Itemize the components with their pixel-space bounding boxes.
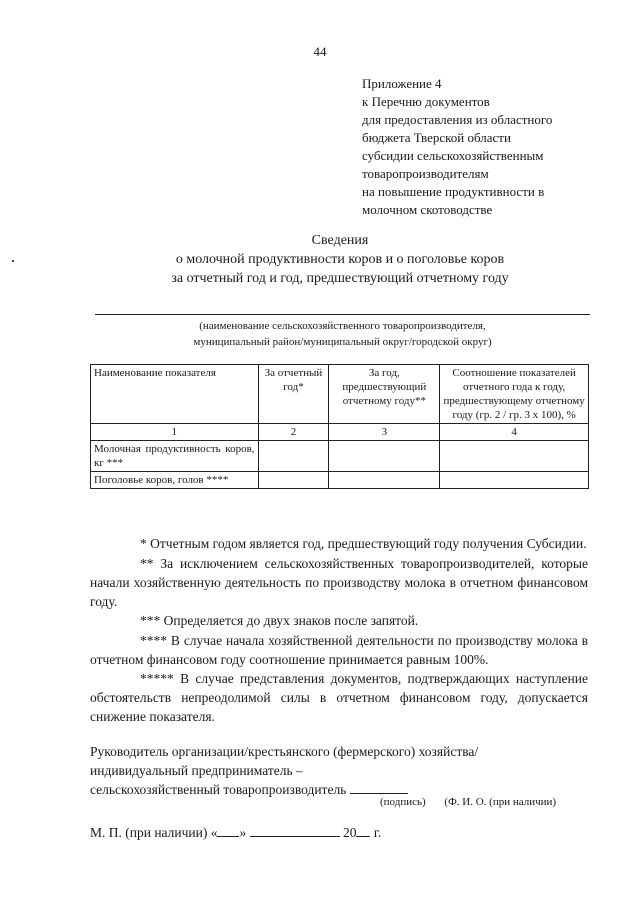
cell-cows-ratio[interactable] (440, 472, 589, 489)
signature-field[interactable] (350, 781, 408, 794)
column-number: 1 (91, 424, 259, 441)
appendix-line: Приложение 4 (362, 76, 442, 91)
title-line-1: о молочной продуктивности коров и о поголовье коров (175, 252, 505, 267)
cell-milk-previous-year[interactable] (329, 441, 440, 472)
cell-milk-reporting-year[interactable] (258, 441, 329, 472)
title-heading: Сведения (311, 233, 369, 248)
footnote-1: * Отчетным годом является год, предшествующий году получения Субсидии. (140, 536, 587, 551)
cell-cows-reporting-year[interactable] (258, 472, 329, 489)
column-number: 4 (440, 424, 589, 441)
column-number-row (91, 424, 589, 441)
footnote-5: ***** В случае представления документов, подтверждающих наступление обстоятельств непреодолимой силы в отчетном финансовом году, допускается снижение показателя. (90, 671, 588, 724)
producer-caption (95, 318, 590, 350)
hint-signature: (подпись) (380, 796, 426, 808)
day-field[interactable] (217, 824, 239, 837)
appendix-line: бюджета Тверской области (362, 130, 511, 145)
year-field[interactable] (356, 824, 370, 837)
signature-line-1: Руководитель организации/крестьянского (фермерского) хозяйства/ (90, 744, 479, 759)
table-header-row (91, 365, 589, 424)
appendix-line: товаропроизводителям (362, 166, 489, 181)
open-quote: « (210, 825, 218, 840)
signature-line-2: индивидуальный предприниматель – (90, 763, 303, 778)
signature-block (90, 742, 590, 799)
appendix-header (362, 75, 632, 219)
table-row (91, 441, 589, 472)
scan-speck (12, 260, 14, 262)
year-prefix: 20 (342, 825, 357, 840)
indicators-table (90, 364, 589, 489)
hint-full-name: (Ф. И. О. (при наличии) (444, 796, 557, 808)
footnote-2: ** За исключением сельскохозяйственных товаропроизводителей, которые начали хозяйственную деятельность по производству молока в отчетном финансовом году. (90, 555, 588, 609)
page-number: 44 (313, 44, 327, 59)
appendix-line: для предоставления из областного (362, 112, 553, 127)
appendix-line: субсидии сельскохозяйственным (362, 148, 544, 163)
footnote-3: *** Определяется до двух знаков после запятой. (140, 613, 419, 628)
header-indicator-name: Наименование показателя (91, 365, 259, 424)
appendix-line: на повышение продуктивности в (362, 184, 545, 199)
appendix-line: к Перечню документов (362, 94, 490, 109)
header-reporting-year: За отчетный год* (258, 365, 329, 424)
column-number: 3 (329, 424, 440, 441)
producer-caption-line-1: (наименование сельскохозяйственного товаропроизводителя, (199, 320, 486, 332)
footnote-4: **** В случае начала хозяйственной деятельности по производству молока в отчетном финансовом году соотношение принимается равным 100%. (90, 632, 588, 667)
month-field[interactable] (250, 824, 340, 837)
header-ratio: Соотношение показателей отчетного года к году, предшествующему отчетному году (гр. 2 / гр. 3 х 100), % (440, 365, 589, 424)
footnotes (90, 534, 588, 727)
year-suffix: г. (373, 825, 382, 840)
cell-milk-ratio[interactable] (440, 441, 589, 472)
stamp-label: М. П. (при наличии) (90, 825, 208, 840)
appendix-line: молочном скотоводстве (362, 202, 493, 217)
stamp-date-line (90, 824, 381, 841)
document-title (60, 231, 620, 288)
signature-hints (380, 796, 572, 808)
row-label-cow-count: Поголовье коров, голов **** (91, 472, 259, 489)
column-number: 2 (258, 424, 329, 441)
header-previous-year: За год, предшествующий отчетному году** (329, 365, 440, 424)
title-line-2: за отчетный год и год, предшествующий отчетному году (171, 271, 509, 286)
table-row (91, 472, 589, 489)
close-quote: » (239, 825, 247, 840)
signature-line-3: сельскохозяйственный товаропроизводитель (90, 782, 347, 797)
producer-name-field[interactable] (95, 314, 590, 315)
cell-cows-previous-year[interactable] (329, 472, 440, 489)
producer-caption-line-2: муниципальный район/муниципальный округ/городской округ) (193, 336, 492, 348)
row-label-milk-yield: Молочная продуктивность коров, кг *** (91, 441, 259, 472)
